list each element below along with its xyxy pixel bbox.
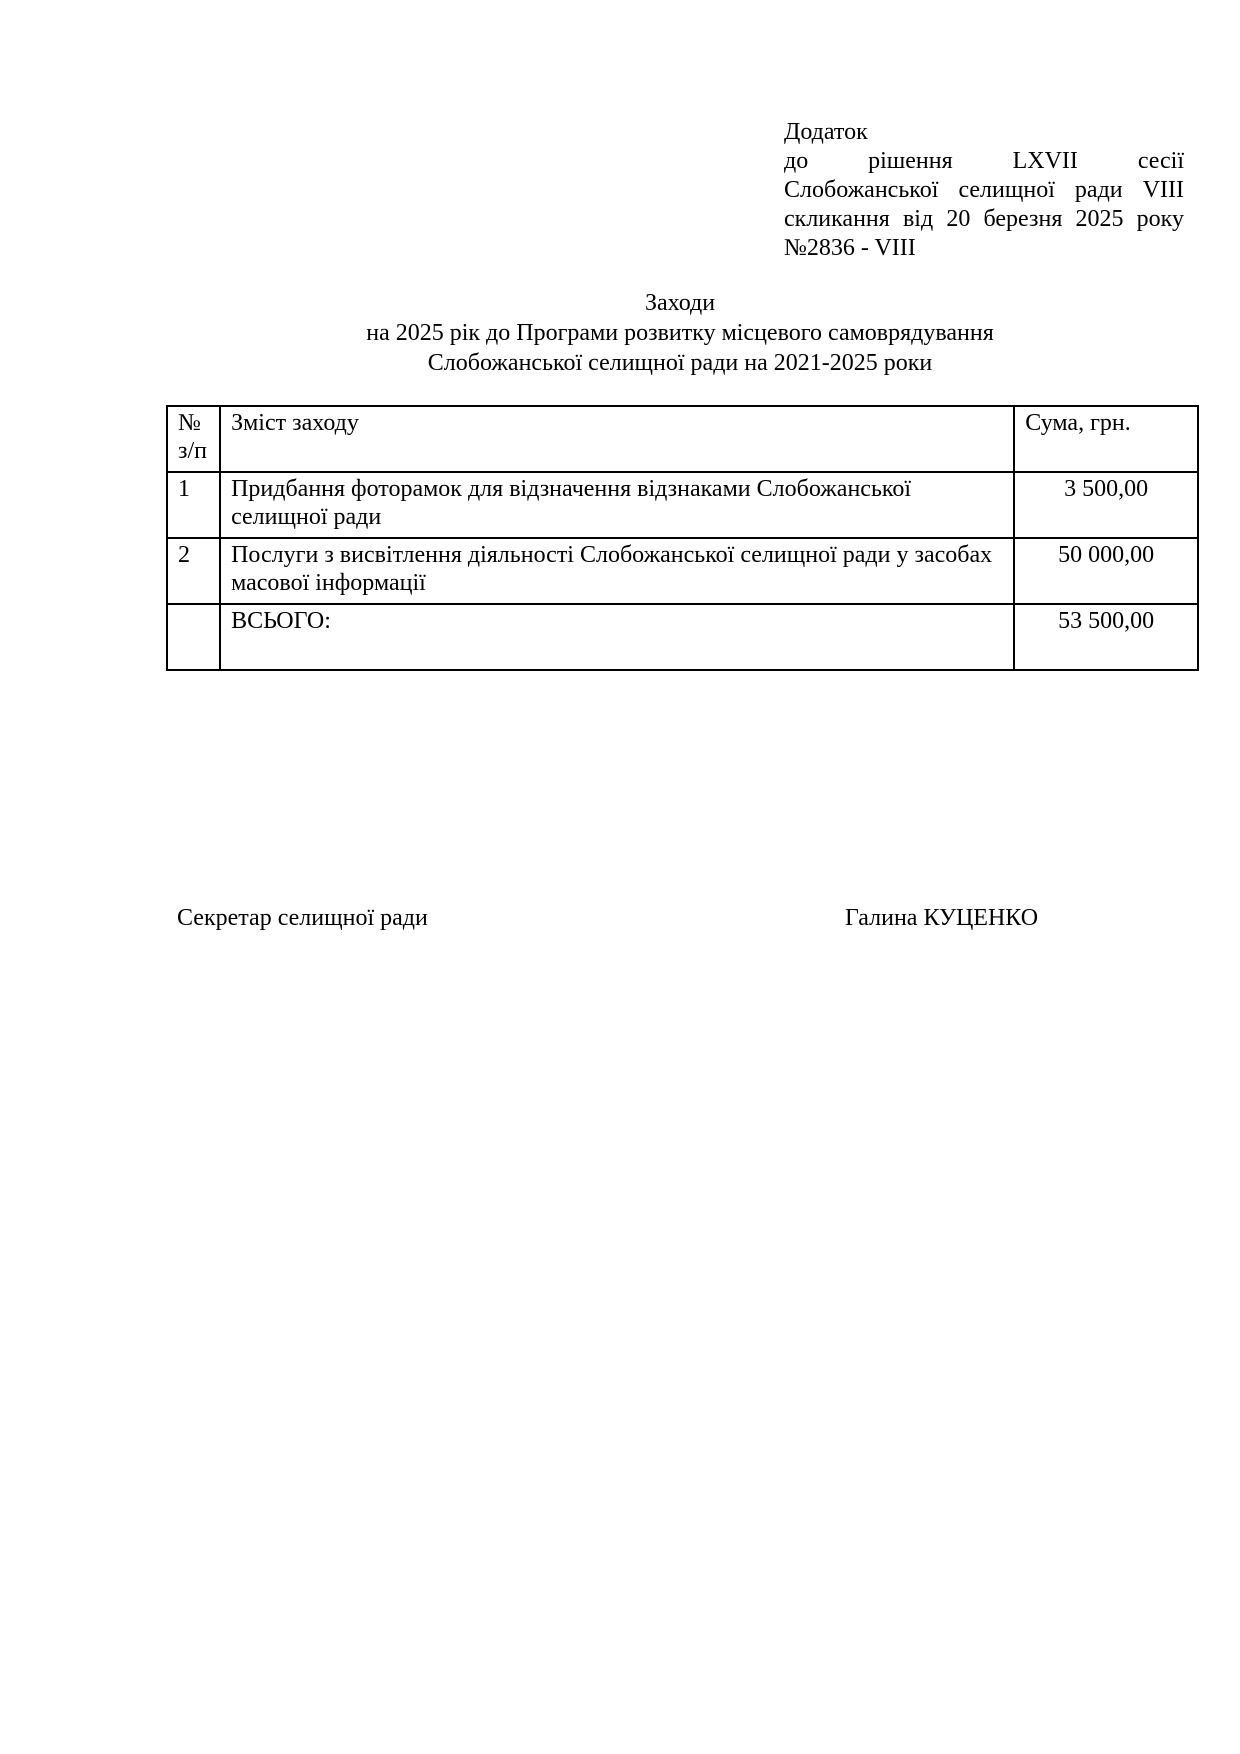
header-content: Зміст заходу <box>220 406 1014 472</box>
addendum-council-line: Слобожанської селищної ради VIII <box>784 177 1184 203</box>
addendum-block <box>784 118 1184 263</box>
row-content: Послуги з висвітлення діяльності Слобожанської селищної ради у засобах масової інформації <box>220 538 1014 604</box>
total-num-empty <box>167 604 220 670</box>
table-row <box>167 472 1198 538</box>
document-title <box>150 288 1210 378</box>
addendum-decision-line: до рішення LXVII сесії <box>784 148 1184 174</box>
addendum-number-line: №2836 - VIII <box>784 235 916 261</box>
row-sum: 50 000,00 <box>1014 538 1198 604</box>
signature-name: Галина КУЦЕНКО <box>845 905 1039 931</box>
row-sum: 3 500,00 <box>1014 472 1198 538</box>
table-header-row <box>167 406 1198 472</box>
title-line-1: Заходи <box>644 290 716 316</box>
addendum-date-line: скликання від 20 березня 2025 року <box>784 206 1184 232</box>
row-content: Придбання фоторамок для відзначення відзнаками Слобожанської селищної ради <box>220 472 1014 538</box>
title-line-3: Слобожанської селищної ради на 2021-2025 роки <box>427 350 933 376</box>
header-sum: Сума, грн. <box>1014 406 1198 472</box>
addendum-title: Додаток <box>784 119 868 145</box>
header-num: № з/п <box>167 406 220 472</box>
signature-position: Секретар селищної ради <box>177 905 428 931</box>
total-label: ВСЬОГО: <box>220 604 1014 670</box>
measures-table <box>166 405 1199 671</box>
row-num: 1 <box>167 472 220 538</box>
title-line-2: на 2025 рік до Програми розвитку місцевого самоврядування <box>366 320 994 346</box>
table-total-row <box>167 604 1198 670</box>
table-row <box>167 538 1198 604</box>
row-num: 2 <box>167 538 220 604</box>
total-sum: 53 500,00 <box>1014 604 1198 670</box>
